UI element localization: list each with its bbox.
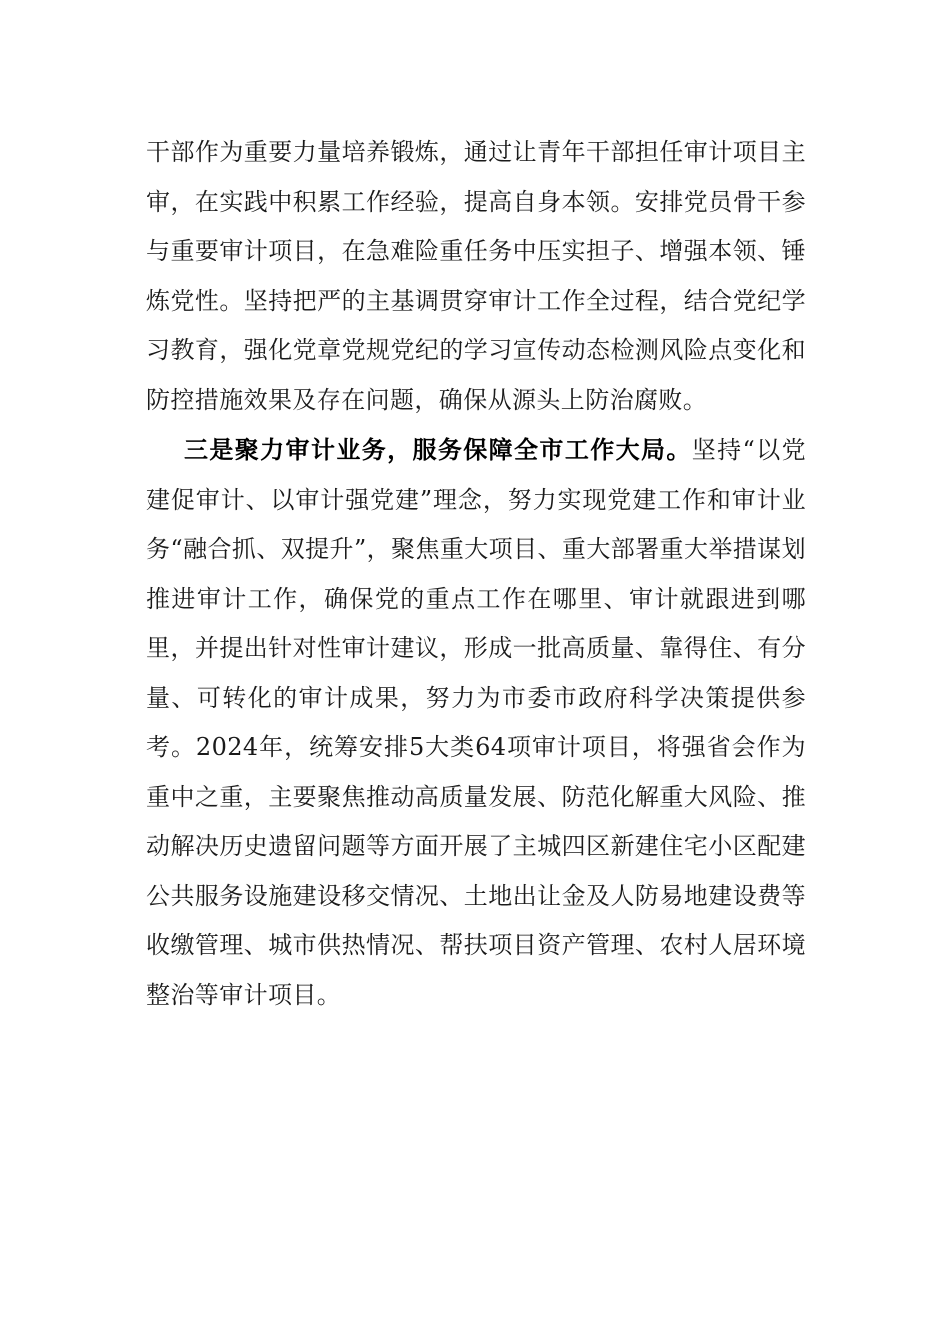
paragraph-2-body: 坚持“以党建促审计、以审计强党建”理念，努力实现党建工作和审计业务“融合抓、双提升”，聚焦重大项目、重大部署重大举措谋划推进审计工作，确保党的重点工作在哪里、审计就跟进到哪里，并提出针对性审计建议，形成一批高质量、靠得住、有分量、可转化的审计成果，努力为市委市政府科学决策提供参考。2024年，统筹安排5大类64项审计项目，将强省会作为重中之重，主要聚焦推动高质量发展、防范化解重大风险、推动解决历史遗留问题等方面开展了主城四区新建住宅小区配建公共服务设施建设移交情况、土地出让金及人防易地建设费等收缴管理、城市供热情况、帮扶项目资产管理、农村人居环境整治等审计项目。 (146, 436, 806, 1009)
paragraph-2-heading: 三是聚力审计业务，服务保障全市工作大局。 (184, 435, 692, 464)
paragraph-1: 干部作为重要力量培养锻炼，通过让青年干部担任审计项目主审，在实践中积累工作经验，提高自身本领。安排党员骨干参与重要审计项目，在急难险重任务中压实担子、增强本领、锤炼党性。坚持把严的主基调贯穿审计工作全过程，结合党纪学习教育，强化党章党规党纪的学习宣传动态检测风险点变化和防控措施效果及存在问题，确保从源头上防治腐败。 (146, 138, 806, 414)
document-body (146, 128, 806, 1020)
paragraph-2 (146, 425, 806, 1020)
